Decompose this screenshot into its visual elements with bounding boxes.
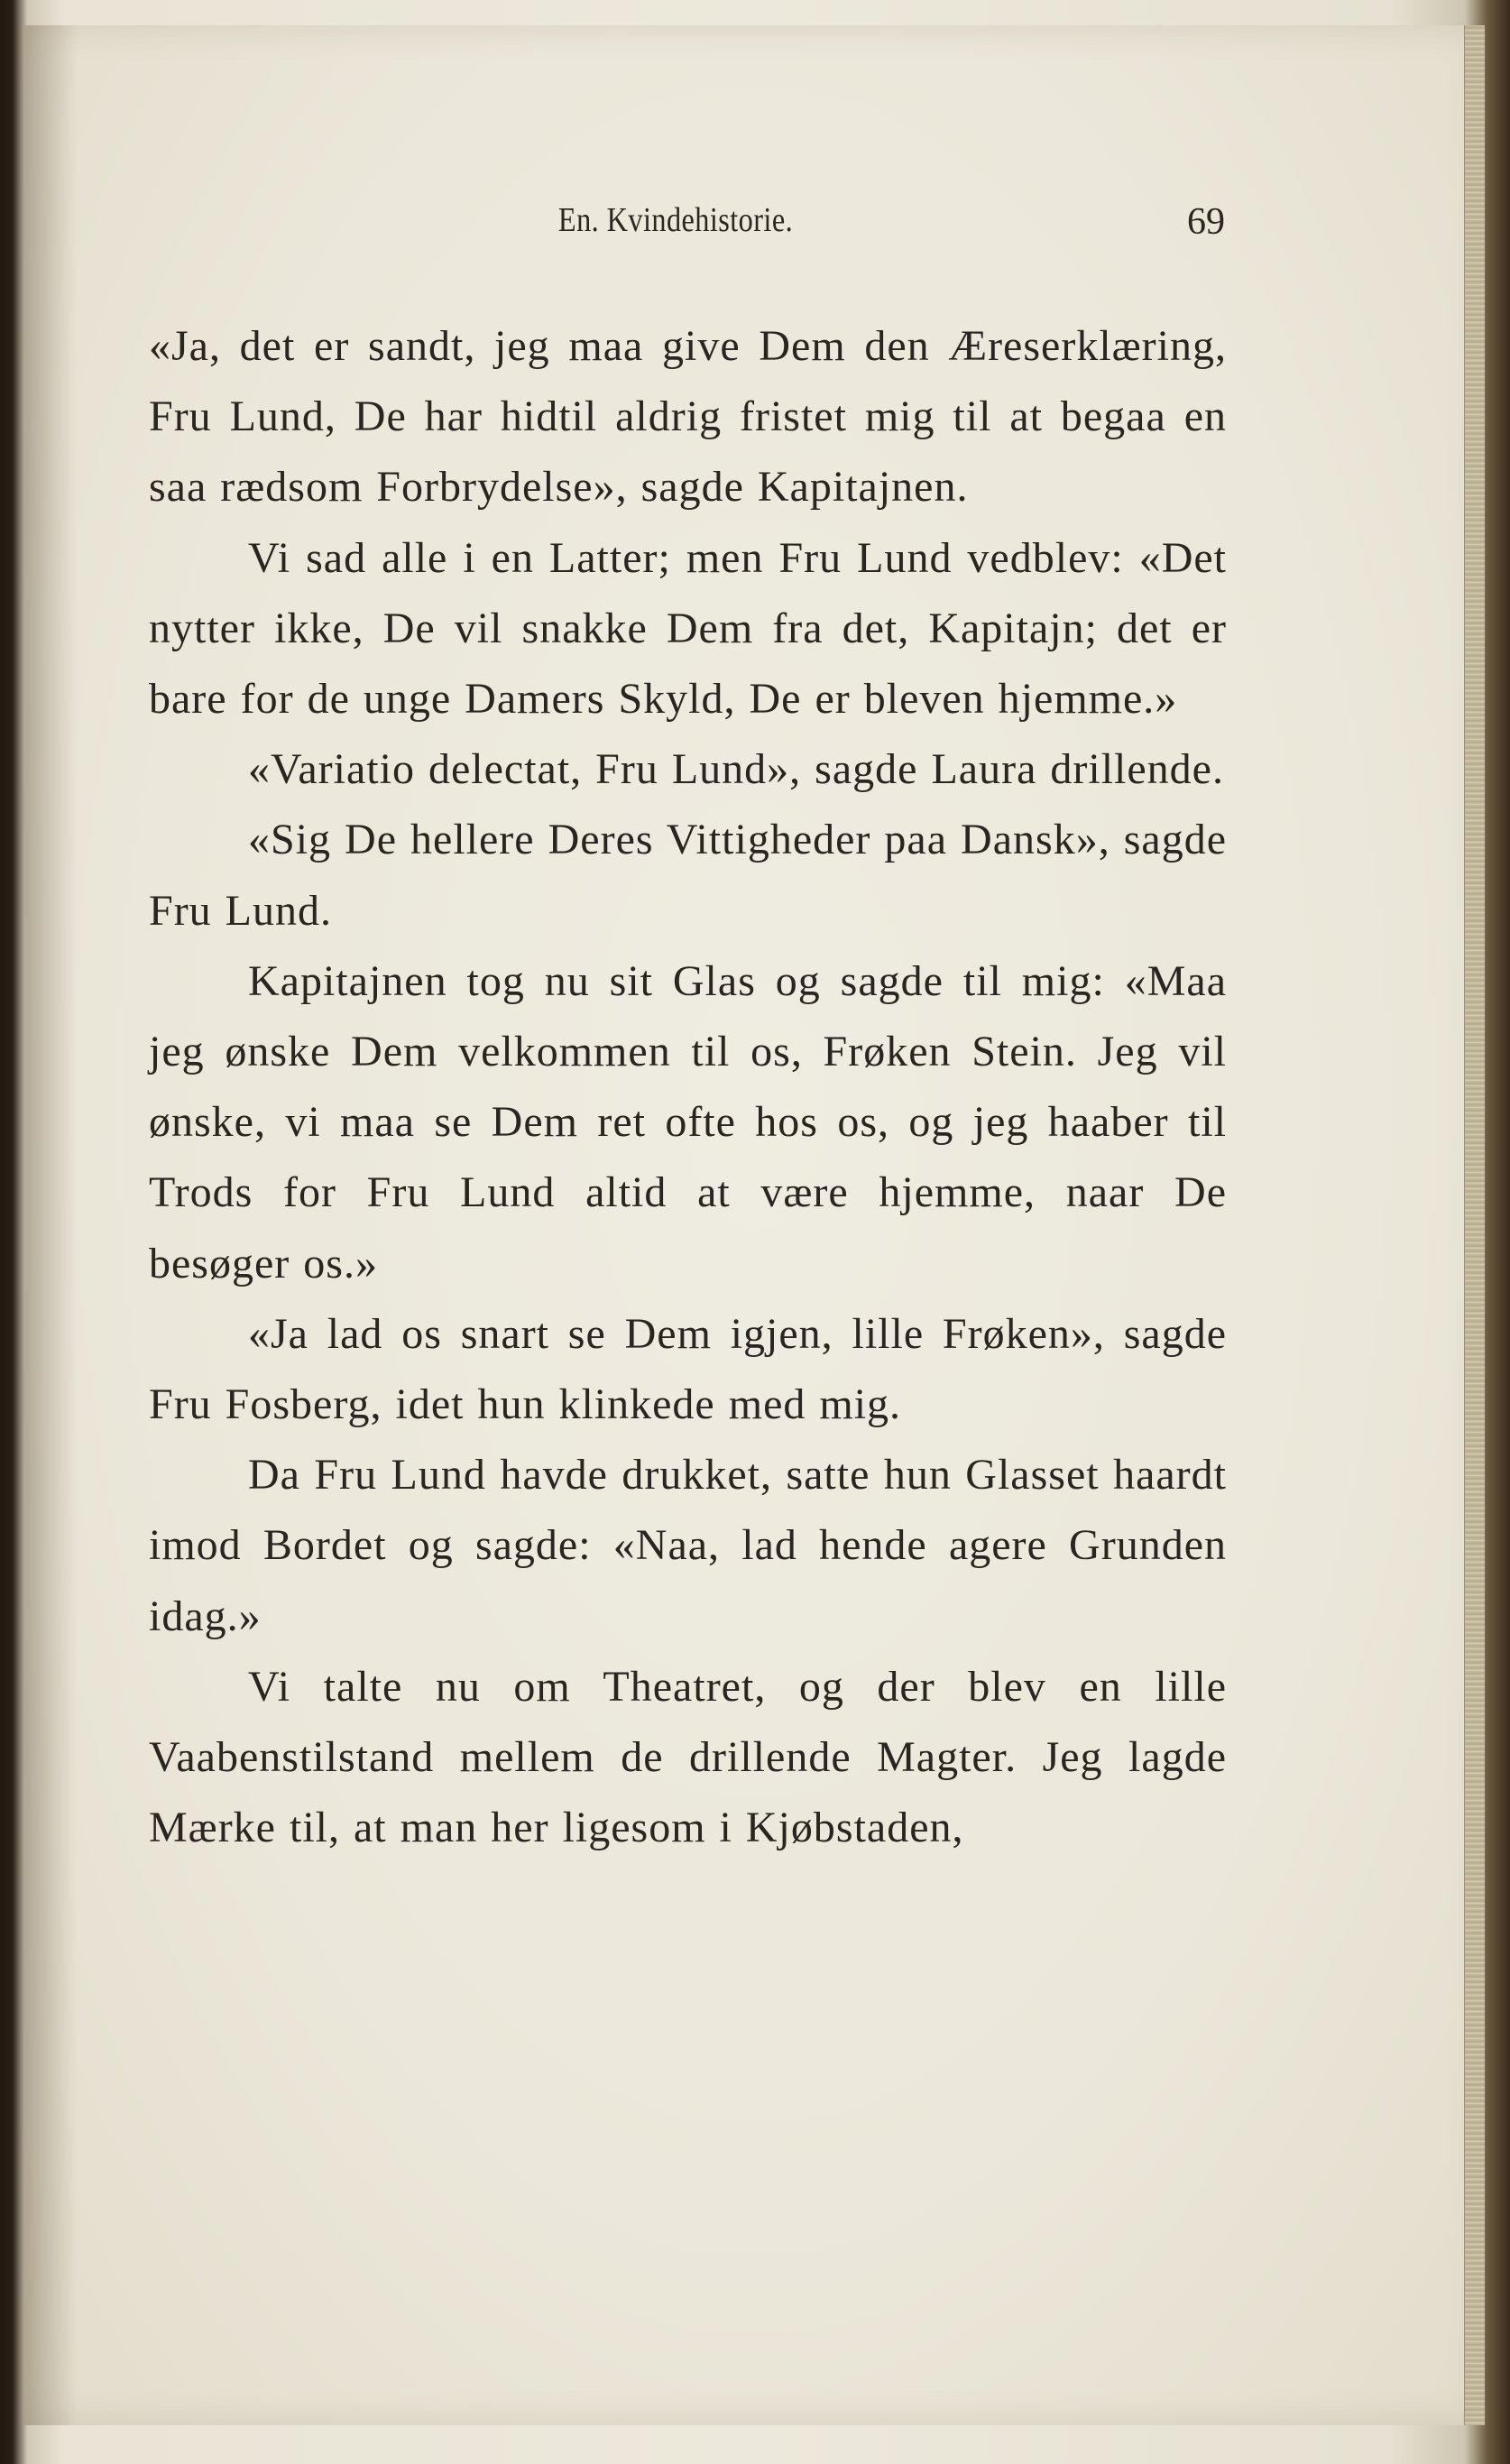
paragraph: «Sig De hellere Deres Vittigheder paa Dansk», sagde Fru Lund. xyxy=(149,816,1227,935)
paragraph: «Ja lad os snart se Dem igjen, lille Frøken», sagde Fru Fosberg, idet hun klinkede med mig. xyxy=(149,1309,1227,1429)
page-header xyxy=(126,200,1225,254)
paragraph: Vi sad alle i en Latter; men Fru Lund vedblev: «Det nytter ikke, De vil snakke Dem fra det, Kapitajn; det er bare for de unge Damers Skyld, De er bleven hjemme.» xyxy=(149,533,1227,724)
paragraph: Da Fru Lund havde drukket, satte hun Glasset haardt imod Bordet og sagde: «Naa, lad hende agere Grunden idag.» xyxy=(149,1451,1227,1640)
page-edge xyxy=(1464,25,1485,2425)
running-title: En. Kvindehistorie. xyxy=(557,201,794,239)
paragraph: Vi talte nu om Theatret, og der blev en lille Vaabenstilstand mellem de drillende Magter. Jeg lagde Mærke til, at man her ligesom i Kjøbstaden, xyxy=(149,1662,1227,1852)
paragraph: «Ja, det er sandt, jeg maa give Dem den Æreserklæring, Fru Lund, De har hidtil aldrig fristet mig til at begaa en saa rædsom Forbrydelse», sagde Kapitajnen. xyxy=(149,322,1227,512)
body-text xyxy=(149,311,1227,1863)
page-number: 69 xyxy=(1187,201,1225,243)
gutter-shadow xyxy=(23,25,78,2425)
paragraph: «Variatio delectat, Fru Lund», sagde Laura drillende. xyxy=(248,745,1224,794)
paragraph: Kapitajnen tog nu sit Glas og sagde til mig: «Maa jeg ønske Dem velkommen til os, Frøken Stein. Jeg vil ønske, vi maa se Dem ret ofte hos os, og jeg haaber til Trods for Fru Lund altid at være hjemme, naar De besøger os.» xyxy=(149,956,1227,1287)
